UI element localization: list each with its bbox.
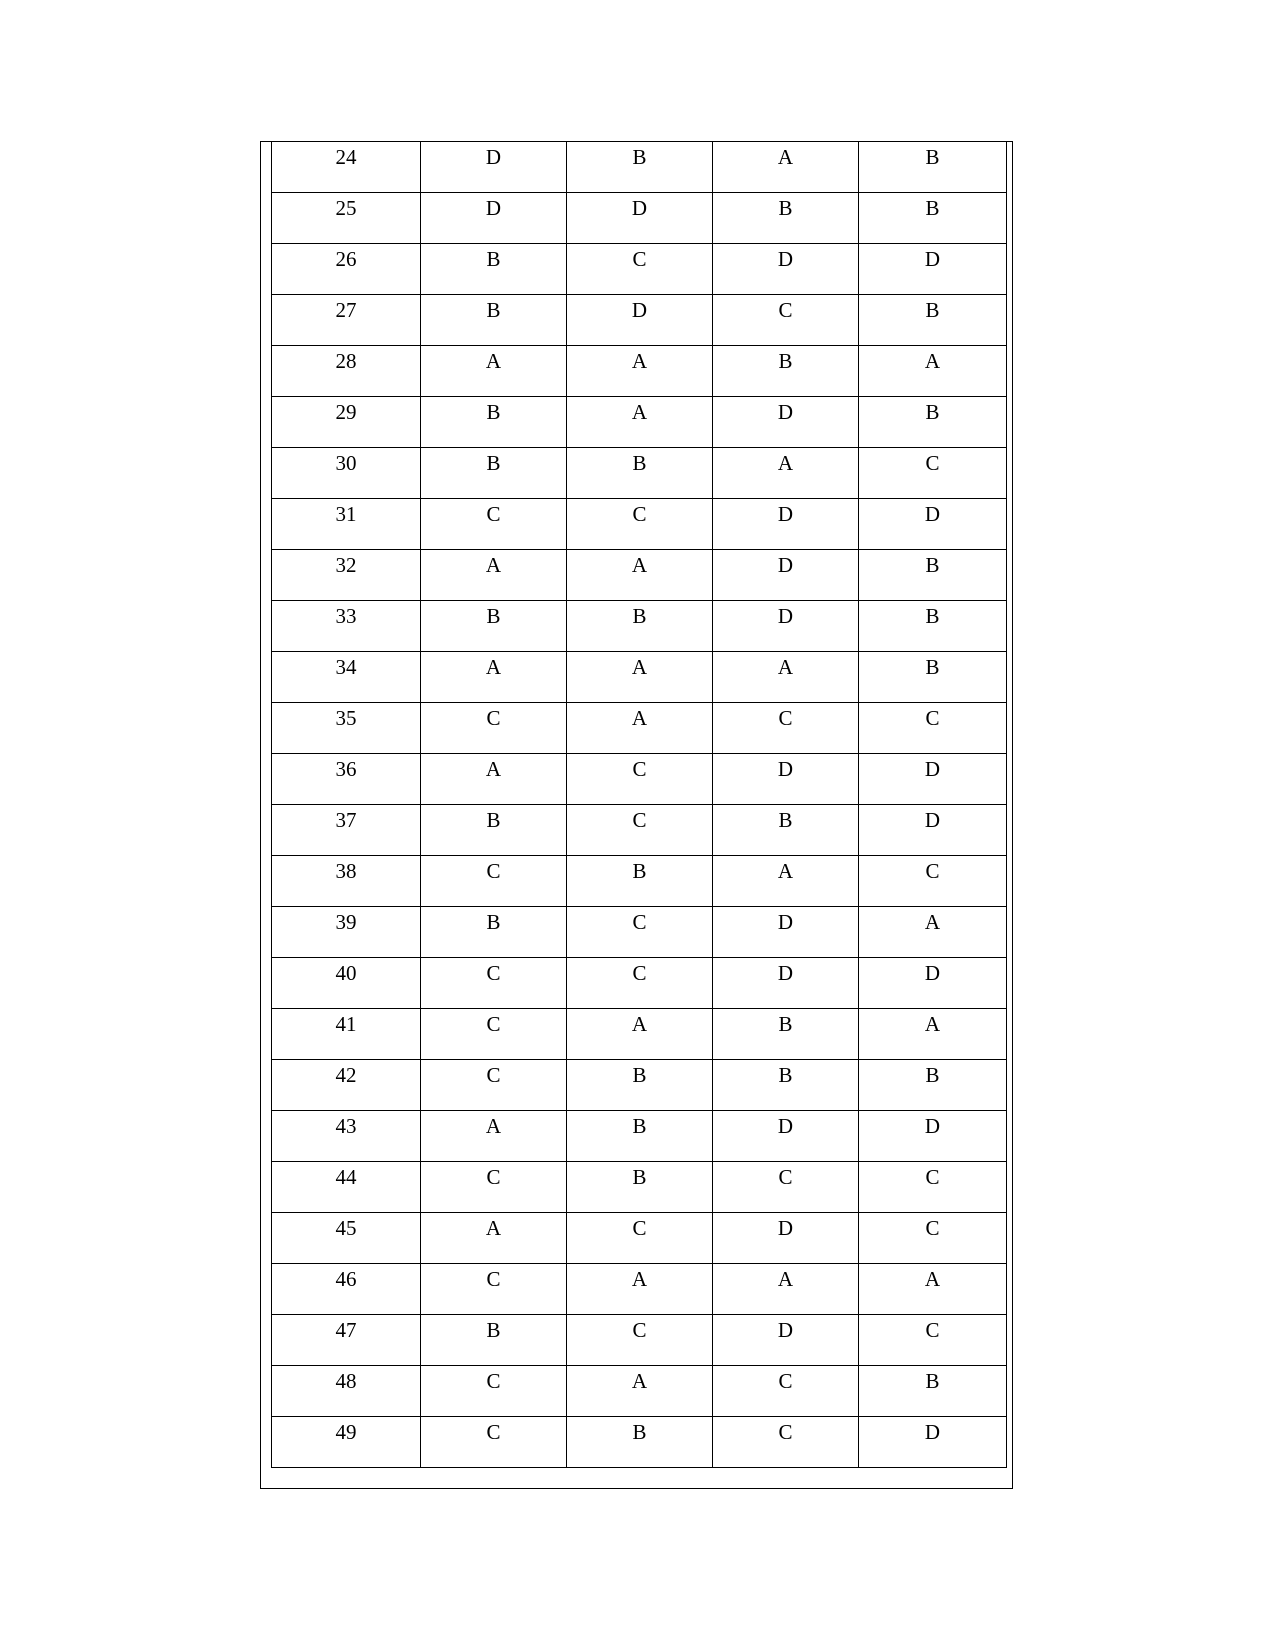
answer-cell-set-1: A — [421, 1111, 567, 1162]
answer-cell-set-4: C — [859, 1162, 1007, 1213]
answer-cell-set-3: D — [713, 601, 859, 652]
answer-cell-set-4: B — [859, 1366, 1007, 1417]
question-number-cell: 48 — [272, 1366, 421, 1417]
table-row — [272, 754, 1007, 805]
question-number-cell: 31 — [272, 499, 421, 550]
answer-cell-set-3: C — [713, 295, 859, 346]
answer-cell-set-4: D — [859, 1111, 1007, 1162]
question-number-cell: 40 — [272, 958, 421, 1009]
answer-cell-set-2: B — [567, 1060, 713, 1111]
answer-cell-set-4: C — [859, 1213, 1007, 1264]
answer-cell-set-2: A — [567, 346, 713, 397]
answer-cell-set-3: D — [713, 754, 859, 805]
answer-cell-set-1: C — [421, 1060, 567, 1111]
answer-cell-set-4: B — [859, 550, 1007, 601]
answer-cell-set-1: C — [421, 958, 567, 1009]
answer-cell-set-4: C — [859, 856, 1007, 907]
answer-cell-set-4: A — [859, 1009, 1007, 1060]
table-row — [272, 1213, 1007, 1264]
answer-cell-set-2: B — [567, 1162, 713, 1213]
table-row — [272, 1162, 1007, 1213]
table-row — [272, 1264, 1007, 1315]
answer-cell-set-2: C — [567, 1315, 713, 1366]
answer-cell-set-3: D — [713, 244, 859, 295]
answer-cell-set-4: C — [859, 1315, 1007, 1366]
answer-cell-set-4: D — [859, 754, 1007, 805]
question-number-cell: 41 — [272, 1009, 421, 1060]
question-number-cell: 26 — [272, 244, 421, 295]
question-number-cell: 37 — [272, 805, 421, 856]
answer-cell-set-1: B — [421, 805, 567, 856]
question-number-cell: 49 — [272, 1417, 421, 1468]
question-number-cell: 45 — [272, 1213, 421, 1264]
answer-cell-set-3: A — [713, 448, 859, 499]
answer-cell-set-2: C — [567, 499, 713, 550]
answer-cell-set-3: D — [713, 499, 859, 550]
answer-cell-set-2: C — [567, 1213, 713, 1264]
answer-cell-set-1: C — [421, 1417, 567, 1468]
question-number-cell: 30 — [272, 448, 421, 499]
answer-cell-set-4: D — [859, 805, 1007, 856]
answer-cell-set-2: A — [567, 397, 713, 448]
answer-cell-set-1: A — [421, 550, 567, 601]
answer-cell-set-3: B — [713, 1009, 859, 1060]
table-row — [272, 907, 1007, 958]
table-row — [272, 958, 1007, 1009]
table-row — [272, 1366, 1007, 1417]
answer-cell-set-3: A — [713, 142, 859, 193]
answer-cell-set-3: D — [713, 1213, 859, 1264]
answer-cell-set-4: D — [859, 244, 1007, 295]
answer-cell-set-4: A — [859, 346, 1007, 397]
answer-cell-set-4: B — [859, 142, 1007, 193]
answer-cell-set-3: D — [713, 907, 859, 958]
answer-cell-set-2: A — [567, 550, 713, 601]
answer-cell-set-2: B — [567, 601, 713, 652]
answer-cell-set-1: C — [421, 1009, 567, 1060]
answer-cell-set-1: C — [421, 499, 567, 550]
answer-key-table — [271, 141, 1007, 1468]
table-row — [272, 346, 1007, 397]
table-row — [272, 1060, 1007, 1111]
answer-cell-set-1: C — [421, 1162, 567, 1213]
answer-cell-set-3: A — [713, 1264, 859, 1315]
answer-cell-set-2: B — [567, 856, 713, 907]
answer-cell-set-4: C — [859, 703, 1007, 754]
answer-cell-set-4: A — [859, 907, 1007, 958]
answer-cell-set-1: B — [421, 448, 567, 499]
answer-cell-set-1: C — [421, 703, 567, 754]
question-number-cell: 27 — [272, 295, 421, 346]
answer-cell-set-2: B — [567, 1111, 713, 1162]
answer-cell-set-4: B — [859, 652, 1007, 703]
answer-cell-set-3: D — [713, 397, 859, 448]
table-row — [272, 142, 1007, 193]
answer-cell-set-4: D — [859, 1417, 1007, 1468]
answer-cell-set-3: D — [713, 1111, 859, 1162]
question-number-cell: 46 — [272, 1264, 421, 1315]
answer-cell-set-4: C — [859, 448, 1007, 499]
answer-cell-set-1: C — [421, 1366, 567, 1417]
table-row — [272, 397, 1007, 448]
question-number-cell: 32 — [272, 550, 421, 601]
answer-cell-set-4: B — [859, 601, 1007, 652]
answer-cell-set-4: B — [859, 193, 1007, 244]
answer-cell-set-1: A — [421, 652, 567, 703]
answer-cell-set-2: A — [567, 1264, 713, 1315]
question-number-cell: 38 — [272, 856, 421, 907]
answer-cell-set-1: B — [421, 1315, 567, 1366]
table-row — [272, 448, 1007, 499]
answer-cell-set-4: B — [859, 1060, 1007, 1111]
answer-cell-set-1: A — [421, 1213, 567, 1264]
question-number-cell: 42 — [272, 1060, 421, 1111]
table-row — [272, 1009, 1007, 1060]
question-number-cell: 35 — [272, 703, 421, 754]
answer-cell-set-2: A — [567, 1009, 713, 1060]
table-row — [272, 856, 1007, 907]
answer-cell-set-3: D — [713, 958, 859, 1009]
table-row — [272, 1111, 1007, 1162]
answer-cell-set-2: C — [567, 805, 713, 856]
answer-cell-set-1: A — [421, 754, 567, 805]
answer-cell-set-3: B — [713, 1060, 859, 1111]
answer-cell-set-3: C — [713, 1162, 859, 1213]
answer-cell-set-2: B — [567, 142, 713, 193]
question-number-cell: 44 — [272, 1162, 421, 1213]
answer-cell-set-2: C — [567, 958, 713, 1009]
question-number-cell: 47 — [272, 1315, 421, 1366]
answer-cell-set-4: B — [859, 397, 1007, 448]
answer-cell-set-1: B — [421, 295, 567, 346]
question-number-cell: 28 — [272, 346, 421, 397]
answer-cell-set-1: D — [421, 142, 567, 193]
question-number-cell: 43 — [272, 1111, 421, 1162]
question-number-cell: 29 — [272, 397, 421, 448]
answer-cell-set-2: C — [567, 907, 713, 958]
table-row — [272, 652, 1007, 703]
table-row — [272, 244, 1007, 295]
answer-cell-set-1: B — [421, 244, 567, 295]
question-number-cell: 39 — [272, 907, 421, 958]
question-number-cell: 24 — [272, 142, 421, 193]
answer-cell-set-2: A — [567, 703, 713, 754]
answer-cell-set-2: A — [567, 1366, 713, 1417]
question-number-cell: 36 — [272, 754, 421, 805]
answer-cell-set-2: D — [567, 193, 713, 244]
table-row — [272, 550, 1007, 601]
answer-cell-set-1: B — [421, 907, 567, 958]
answer-cell-set-2: D — [567, 295, 713, 346]
answer-cell-set-2: A — [567, 652, 713, 703]
answer-cell-set-4: D — [859, 958, 1007, 1009]
table-row — [272, 805, 1007, 856]
answer-cell-set-3: B — [713, 193, 859, 244]
question-number-cell: 25 — [272, 193, 421, 244]
table-row — [272, 499, 1007, 550]
answer-table-body — [272, 142, 1007, 1468]
table-row — [272, 703, 1007, 754]
answer-cell-set-1: D — [421, 193, 567, 244]
answer-cell-set-1: C — [421, 856, 567, 907]
question-number-cell: 33 — [272, 601, 421, 652]
answer-cell-set-3: C — [713, 1417, 859, 1468]
answer-cell-set-4: A — [859, 1264, 1007, 1315]
answer-cell-set-4: B — [859, 295, 1007, 346]
answer-cell-set-3: C — [713, 1366, 859, 1417]
table-row — [272, 1417, 1007, 1468]
answer-cell-set-3: D — [713, 1315, 859, 1366]
answer-cell-set-2: C — [567, 754, 713, 805]
answer-cell-set-2: C — [567, 244, 713, 295]
question-number-cell: 34 — [272, 652, 421, 703]
answer-cell-set-3: D — [713, 550, 859, 601]
answer-cell-set-2: B — [567, 448, 713, 499]
answer-cell-set-4: D — [859, 499, 1007, 550]
answer-cell-set-3: C — [713, 703, 859, 754]
answer-cell-set-3: A — [713, 652, 859, 703]
table-row — [272, 1315, 1007, 1366]
answer-cell-set-3: B — [713, 346, 859, 397]
answer-cell-set-2: B — [567, 1417, 713, 1468]
answer-cell-set-1: C — [421, 1264, 567, 1315]
answer-cell-set-1: A — [421, 346, 567, 397]
table-row — [272, 601, 1007, 652]
table-row — [272, 193, 1007, 244]
answer-cell-set-1: B — [421, 397, 567, 448]
table-row — [272, 295, 1007, 346]
answer-cell-set-1: B — [421, 601, 567, 652]
answer-cell-set-3: B — [713, 805, 859, 856]
answer-cell-set-3: A — [713, 856, 859, 907]
